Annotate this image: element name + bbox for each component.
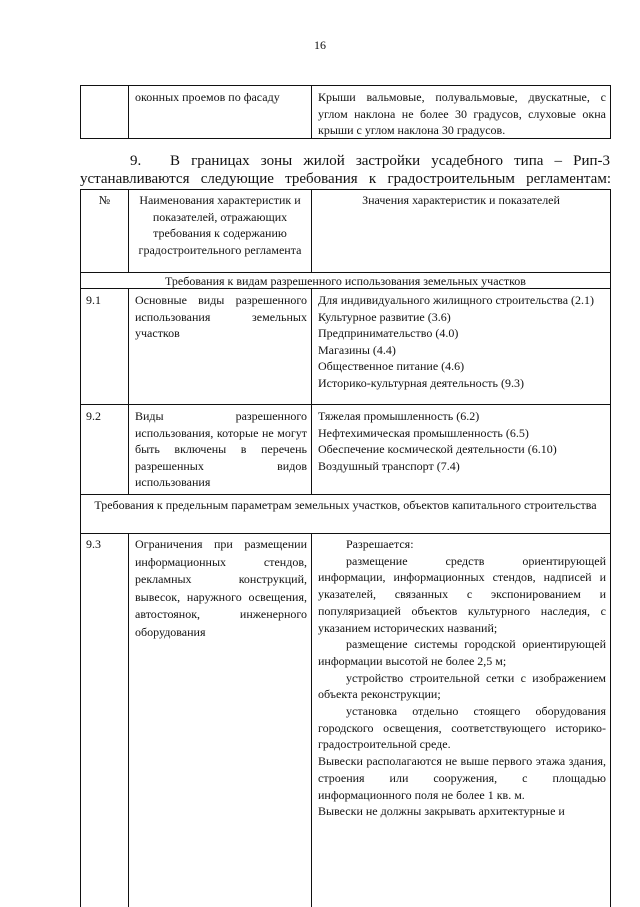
top-table-col2: оконных проемов по фасаду <box>135 90 280 104</box>
row-9-1-name: Основные виды разрешенного использования земельных участков <box>135 293 307 340</box>
row-9-3-values <box>318 536 606 820</box>
header-name: Наименования характеристик и показателей, отражающих требования к содержанию градостроительного регламента <box>138 193 302 257</box>
list-item: Тяжелая промышленность (6.2) <box>318 409 480 423</box>
list-item: Культурное развитие (3.6) <box>318 309 451 324</box>
values-paragraph: Вывески не должны закрывать архитектурные и <box>318 804 565 819</box>
values-paragraph: устройство строительной сетки с изображением объекта реконструкции; <box>318 670 606 702</box>
list-item: Предпринимательство (4.0) <box>318 326 459 340</box>
section2-title: Требования к предельным параметрам земельных участков, объектов капитального строительства <box>94 498 597 512</box>
list-item: Обеспечение космической деятельности (6.10) <box>318 442 557 456</box>
section1-title: Требования к видам разрешенного использования земельных участков <box>165 274 526 288</box>
rule <box>128 85 129 139</box>
top-table-col3: Крыши вальмовые, полувальмовые, двускатные, с углом наклона не более 30 градусов, слуховые окна крыши с углом наклона 30 градусов. <box>318 90 606 137</box>
rule <box>80 85 81 139</box>
rule <box>311 85 312 139</box>
values-paragraph: Вывески располагаются не выше первого этажа здания, строения или сооружения, с площадью информационного поля не более 1 кв. м. <box>318 754 606 802</box>
values-paragraph: Разрешается: <box>346 537 414 551</box>
rule <box>128 189 129 273</box>
row-9-1-values <box>318 292 606 391</box>
list-item: Общественное питание (4.6) <box>318 359 465 373</box>
rule <box>311 189 312 273</box>
row-9-3-num: 9.3 <box>86 537 101 551</box>
list-item: Магазины (4.4) <box>318 342 396 357</box>
rule <box>80 85 611 86</box>
header-num: № <box>98 193 111 207</box>
values-paragraph: установка отдельно стоящего оборудования городского освещения, соответствующего историко-градостроительной среде. <box>318 704 606 752</box>
row-9-2-values <box>318 408 606 474</box>
rule <box>128 288 129 495</box>
rule <box>80 533 611 534</box>
page-number: 16 <box>314 38 326 52</box>
values-paragraph: размещение средств ориентирующей информации, информационных стендов, надписей и указателей, связанных с экспонированием и популяризацией объектов культурного наследия, с указанием исторических названий; <box>318 553 606 635</box>
rule <box>610 85 611 139</box>
list-item: Историко-культурная деятельность (9.3) <box>318 375 524 390</box>
rule <box>311 533 312 907</box>
rule <box>610 189 611 907</box>
row-9-2-num: 9.2 <box>86 409 101 423</box>
values-paragraph: размещение системы городской ориентирующей информации высотой не более 2,5 м; <box>318 637 606 668</box>
section-number: 9. <box>130 153 142 169</box>
list-item: Нефтехимическая промышленность (6.5) <box>318 425 529 440</box>
row-9-1-num: 9.1 <box>86 293 101 307</box>
row-9-2-name: Виды разрешенного использования, которые не могут быть включены в перечень разрешенных видов использования <box>135 409 307 489</box>
list-item: Воздушный транспорт (7.4) <box>318 458 460 473</box>
rule <box>80 189 81 907</box>
section-text-line2: устанавливаются следующие требования к градостроительным регламентам: <box>80 171 611 187</box>
rule <box>80 494 611 495</box>
rule <box>128 533 129 907</box>
row-9-3-name: Ограничения при размещении информационных стендов, рекламных конструкций, вывесок, наружного освещения, автостоянок, инженерного оборудования <box>135 537 307 639</box>
rule <box>311 288 312 495</box>
rule <box>80 189 611 190</box>
header-values: Значения характеристик и показателей <box>362 193 560 207</box>
list-item: Для индивидуального жилищного строительства (2.1) <box>318 293 595 307</box>
section-text-line1: В границах зоны жилой застройки усадебного типа – Рип-3 <box>170 153 610 169</box>
rule <box>80 404 611 405</box>
